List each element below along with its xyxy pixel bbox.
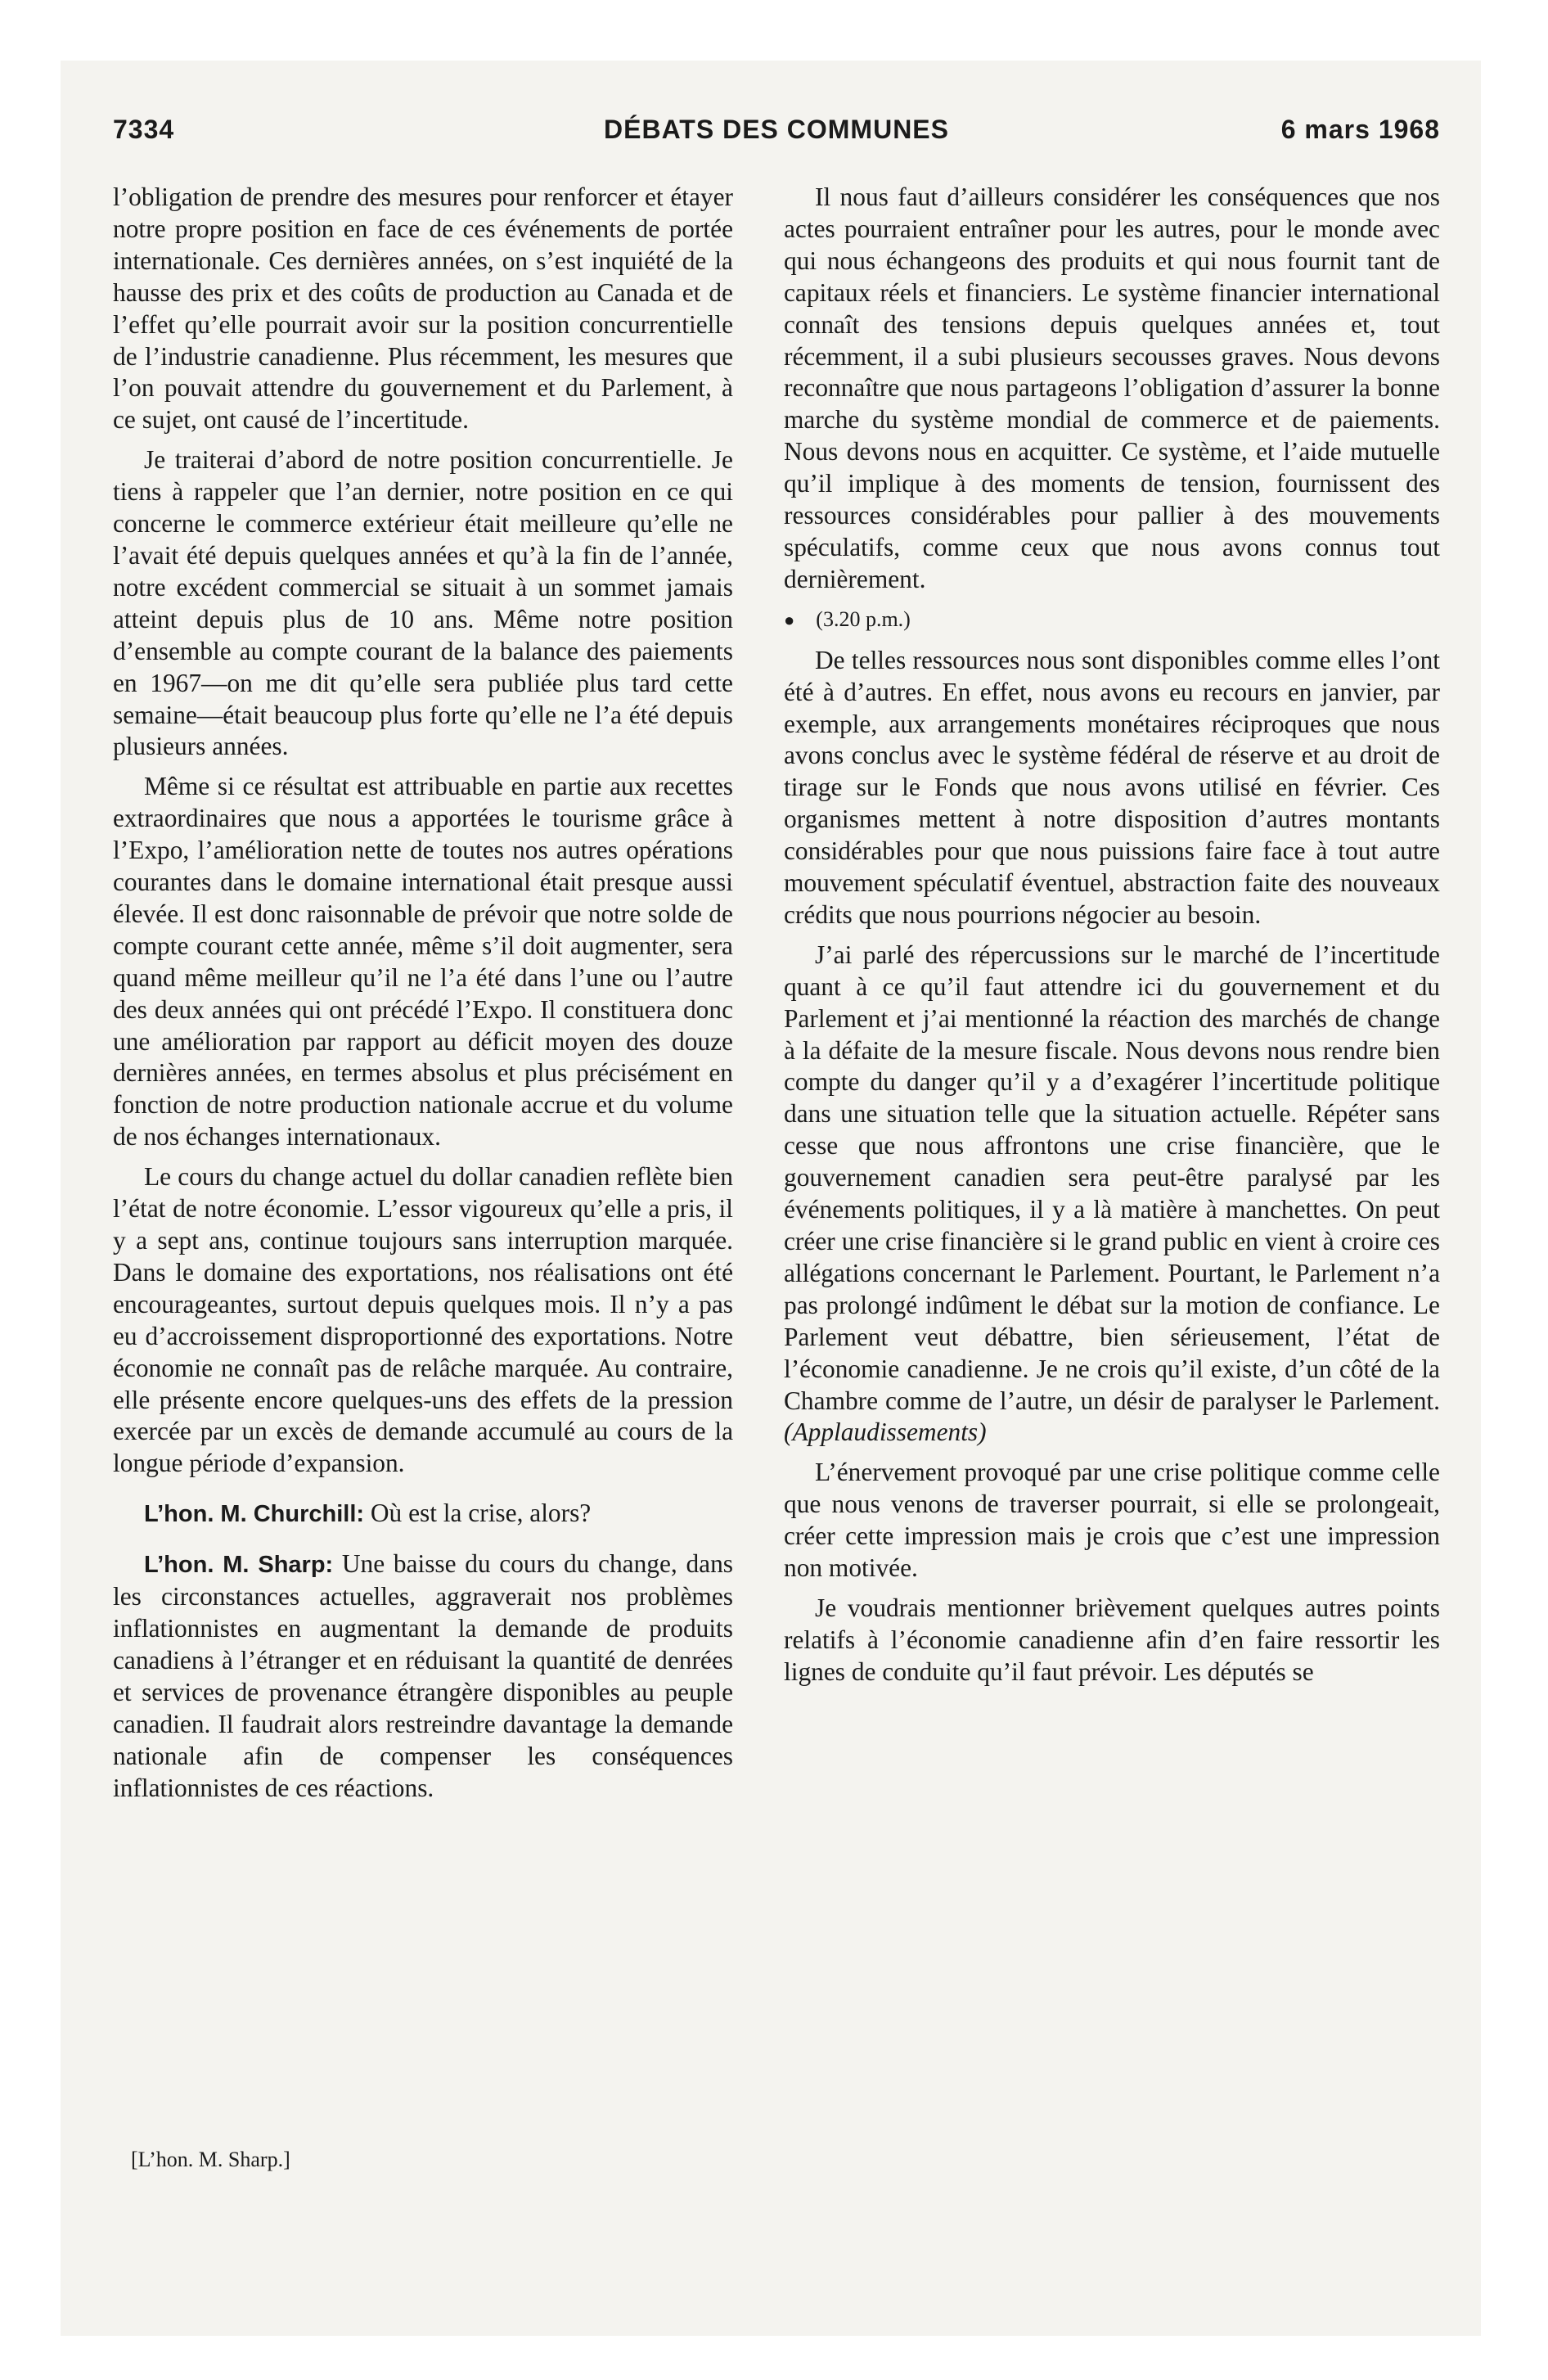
speaker-text: Une baisse du cours du change, dans les circonstances actuelles, aggraverait nos problèmes inflationnistes en augmentant la demande de produits canadiens à l’étranger et en réduisant la quantité de denrées et services de provenance étrangère disponibles au peuple canadien. Il faudrait alors restreindre davantage la demande nationale afin de compenser les conséquences inflationnistes de ces réactions. bbox=[113, 1549, 733, 1802]
applause-note: (Applaudissements) bbox=[784, 1418, 987, 1447]
right-column bbox=[784, 182, 1440, 1697]
speaker-paragraph bbox=[113, 1548, 733, 1804]
speaker-name: L’hon. M. Sharp: bbox=[144, 1552, 334, 1579]
speaker-text: Où est la crise, alors? bbox=[364, 1499, 592, 1528]
paragraph: Je traiterai d’abord de notre position concurrentielle. Je tiens à rappeler que l’an dernier, notre position en ce qui concerne le commerce extérieur était meilleure qu’elle ne l’avait été depuis quelques années et qu’à la fin de l’année, notre excédent commercial se situait à un sommet jamais atteint depuis plus de 10 ans. Même notre position d’ensemble au compte courant de la balance des paiements en 1967—on me dit qu’elle sera publiée plus tard cette semaine—était beaucoup plus forte qu’elle ne l’a été depuis plusieurs années. bbox=[113, 445, 733, 761]
bullet-icon: ● bbox=[784, 609, 795, 630]
paragraph: L’énervement provoqué par une crise politique comme celle que nous venons de traverser pourrait, si elle se prolongeait, créer cette impression mais je crois que c’est une impression non motivée. bbox=[784, 1458, 1440, 1583]
paragraph bbox=[784, 940, 1440, 1449]
page-date: 6 mars 1968 bbox=[1280, 115, 1440, 144]
page-header bbox=[113, 115, 1440, 156]
left-column bbox=[113, 182, 733, 1812]
paragraph-text: J’ai parlé des répercussions sur le marché de l’incertitude quant à ce qu’il faut attendre ici du gouvernement et du Parlement et j’ai mentionné la réaction des marchés de change à la défaite de la mesure fiscale. Nous devons nous rendre bien compte du danger qu’il y a d’exagérer l’incertitude politique dans une situation telle que la situation actuelle. Répéter sans cesse que nous affrontons une crise financière, que le gouvernement canadien sera peut-être paralysé par les événements politiques, il y a là matière à manchettes. On peut créer une crise financière si le grand public en vient à croire ces allégations concernant le Parlement. Pourtant, le Parlement n’a pas prolongé indûment le débat sur la motion de confiance. Le Parlement veut débattre, bien sérieusement, l’état de l’économie canadienne. Je ne crois qu’il existe, d’un côté de la Chambre comme de l’autre, un désir de paralyser le Parlement. bbox=[784, 940, 1440, 1415]
speaker-paragraph bbox=[113, 1498, 733, 1530]
speaker-tag: [L’hon. M. Sharp.] bbox=[131, 2148, 290, 2171]
paragraph: Il nous faut d’ailleurs considérer les conséquences que nos actes pourraient entraîner pour les autres, pour le monde avec qui nous échangeons des produits et qui nous fournit tant de capitaux réels et financiers. Le système financier international connaît des tensions depuis quelques années et, tout récemment, il a subi plusieurs secousses graves. Nous devons reconnaître que nous partageons l’obligation d’assurer la bonne marche du système mondial de commerce et de paiements. Nous devons nous en acquitter. Ce système, et l’aide mutuelle qu’il implique à des moments de tension, fournissent des ressources considérables pour pallier à des mouvements spéculatifs, comme ceux que nous avons connus tout dernièrement. bbox=[784, 183, 1440, 593]
speaker-name: L’hon. M. Churchill: bbox=[144, 1501, 365, 1528]
page-title: DÉBATS DES COMMUNES bbox=[604, 115, 949, 144]
paragraph: Le cours du change actuel du dollar canadien reflète bien l’état de notre économie. L’essor vigoureux qu’elle a pris, il y a sept ans, continue toujours sans interruption marquée. Dans le domaine des exportations, nos réalisations ont été encourageantes, surtout depuis quelques mois. Il n’y a pas eu d’accroissement disproportionné des exportations. Notre économie ne connaît pas de relâche marquée. Au contraire, elle présente encore quelques-uns des effets de la pression exercée par un excès de demande accumulé au cours de la longue période d’expansion. bbox=[113, 1162, 733, 1478]
paragraph: Même si ce résultat est attribuable en partie aux recettes extraordinaires que nous a apportées le tourisme grâce à l’Expo, l’amélioration nette de toutes nos autres opérations courantes dans le domaine international était presque aussi élevée. Il est donc raisonnable de prévoir que notre solde de compte courant cette année, même s’il doit augmenter, sera quand même meilleur qu’il ne l’a été dans l’une ou l’autre des deux années qui ont précédé l’Expo. Il constituera donc une amélioration par rapport au déficit moyen des douze dernières années, en termes absolus et plus précisément en fonction de notre production nationale accrue et du volume de nos échanges internationaux. bbox=[113, 772, 733, 1152]
page-number: 7334 bbox=[113, 115, 175, 144]
time-marker-text: (3.20 p.m.) bbox=[816, 606, 911, 631]
paragraph: De telles ressources nous sont disponibles comme elles l’ont été à d’autres. En effet, nous avons eu recours en janvier, par exemple, aux arrangements monétaires réciproques que nous avons conclus avec le système fédéral de réserve et au droit de tirage sur le Fonds que nous avons utilisé en février. Ces organismes mettent à notre disposition d’autres montants considérables pour que nous puissions faire face à tout autre mouvement spéculatif éventuel, abstraction faite des nouveaux crédits que nous pourrions négocier au besoin. bbox=[784, 645, 1440, 929]
paragraph: Je voudrais mentionner brièvement quelques autres points relatifs à l’économie canadienne afin d’en faire ressortir les lignes de conduite qu’il faut prévoir. Les députés se bbox=[784, 1593, 1440, 1686]
time-marker bbox=[784, 604, 1440, 637]
paragraph: l’obligation de prendre des mesures pour renforcer et étayer notre propre position en face de ces événements de portée internationale. Ces dernières années, on s’est inquiété de la hausse des prix et des coûts de production au Canada et de l’effet qu’elle pourrait avoir sur la position concurrentielle de l’industrie canadienne. Plus récemment, les mesures que l’on pouvait attendre du gouvernement et du Parlement, à ce sujet, ont causé de l’incertitude. bbox=[113, 183, 733, 435]
